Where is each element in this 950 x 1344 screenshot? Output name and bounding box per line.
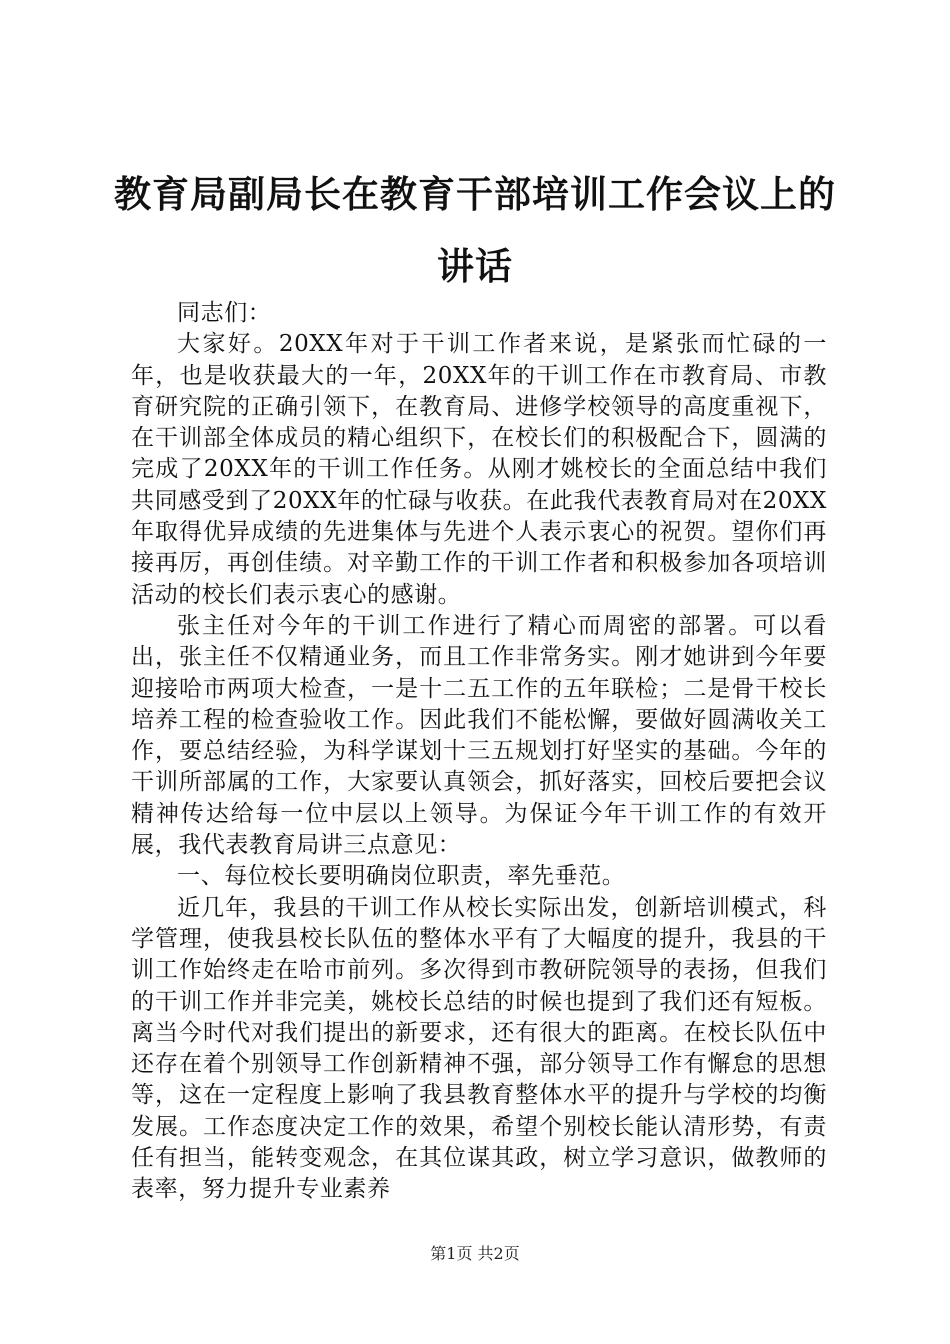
paragraph-2: 张主任对今年的干训工作进行了精心而周密的部署。可以看出，张主任不仅精通业务，而且工作非常务实。刚才她讲到今年要迎接哈市两项大检查，一是十二五工作的五年联检；二是骨干校长培养工程的检查验收工作。因此我们不能松懈，要做好圆满收关工作，要总结经验，为科学谋划十三五规划打好坚实的基础。今年的干训所部属的工作，大家要认真领会，抓好落实，回校后要把会议精神传达给每一位中层以上领导。为保证今年干训工作的有效开展，我代表教育局讲三点意见： <box>131 612 827 859</box>
page-footer: 第1页 共2页 <box>430 1244 520 1263</box>
paragraph-1: 大家好。20XX年对于干训工作者来说，是紧张而忙碌的一年，也是收获最大的一年，20XX年的干训工作在市教育局、市教育研究院的正确引领下，在教育局、进修学校领导的高度重视下，在干训部全体成员的精心组织下，在校长们的积极配合下，圆满的完成了20XX年的干训工作任务。从刚才姚校长的全面总结中我们共同感受到了20XX年的忙碌与收获。在此我代表教育局对在20XX年取得优异成绩的先进集体与先进个人表示衷心的祝贺。望你们再接再厉，再创佳绩。对辛勤工作的干训工作者和积极参加各项培训活动的校长们表示衷心的感谢。 <box>131 331 827 608</box>
greeting-line: 同志们： <box>177 300 272 326</box>
section-heading-1: 一、每位校长要明确岗位职责，率先垂范。 <box>177 863 626 890</box>
document-body <box>131 298 827 1206</box>
document-title: 教育局副局长在教育干部培训工作会议上的讲话 <box>114 172 836 288</box>
paragraph-3: 近几年，我县的干训工作从校长实际出发，创新培训模式，科学管理，使我县校长队伍的整体水平有了大幅度的提升，我县的干训工作始终走在哈市前列。多次得到市教研院领导的表扬，但我们的干训工作并非完美，姚校长总结的时候也提到了我们还有短板。离当今时代对我们提出的新要求，还有很大的距离。在校长队伍中还存在着个别领导工作创新精神不强，部分领导工作有懈怠的思想等，这在一定程度上影响了我县教育整体水平的提升与学校的均衡发展。工作态度决定工作的效果，希望个别校长能认清形势，有责任有担当，能转变观念，在其位谋其政，树立学习意识，做教师的表率，努力提升专业素养 <box>131 894 827 1203</box>
